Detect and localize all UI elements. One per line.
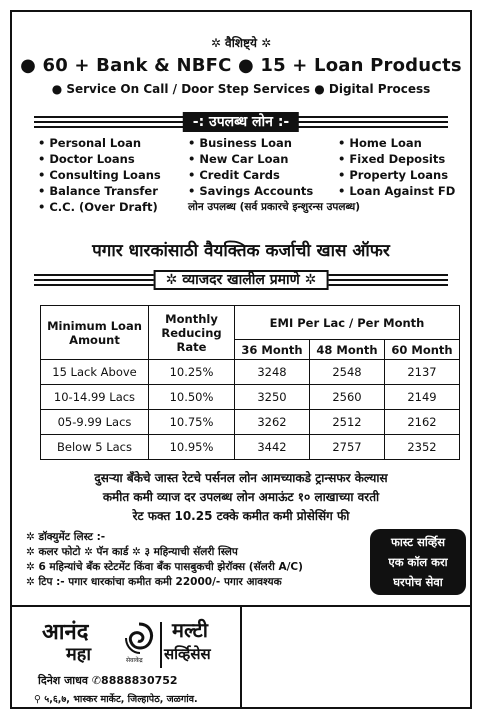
loan-row (38, 168, 468, 184)
brand-word-multi: मल्टी (172, 618, 208, 642)
loan-list (38, 136, 468, 216)
cell-amount: 15 Lack Above (41, 360, 149, 385)
swirl-logo-icon (120, 620, 158, 656)
logo-divider (160, 622, 162, 668)
table-row (41, 435, 460, 460)
loan-item: • Loan Against FD (338, 184, 456, 198)
loan-row (38, 136, 468, 152)
table-row (41, 360, 460, 385)
service-badge (370, 529, 466, 595)
col-header-rate: Monthly Reducing Rate (149, 306, 235, 360)
cell-amount: 10-14.99 Lacs (41, 385, 149, 410)
document-item: ✲ 6 महिन्यांचे बँक स्टेटमेंट किंवा बँक पासबुकची झेरॉक्स (सॅलरी A/C) (26, 561, 303, 573)
loan-item: • Balance Transfer (38, 184, 158, 198)
brand-tagline: सेवाकेंद्र (126, 657, 143, 664)
emi-table (40, 305, 460, 460)
rates-heading: ✲ व्याजदर खालील प्रमाणे ✲ (154, 270, 329, 290)
service-line: एक कॉल करा (388, 555, 448, 569)
cell-emi: 3262 (235, 410, 310, 435)
cell-emi: 2548 (310, 360, 385, 385)
balance-transfer-note (24, 469, 458, 526)
brand-word-maha: महा (66, 644, 91, 665)
loan-row (38, 200, 468, 216)
cell-emi: 2149 (385, 385, 460, 410)
loan-item: • Credit Cards (188, 168, 280, 182)
transfer-line: दुसऱ्या बँकेचे जास्त रेटचे पर्सनल लोन आमच्याकडे ट्रान्सफर केल्यास (94, 471, 388, 485)
flyer (10, 10, 472, 709)
cell-emi: 2352 (385, 435, 460, 460)
loan-item: • New Car Loan (188, 152, 289, 166)
table-row (41, 410, 460, 435)
col-header-amount: Minimum Loan Amount (41, 306, 149, 360)
loan-item-cc: • C.C. (Over Draft) (38, 200, 158, 214)
loan-row (38, 184, 468, 200)
loan-item: • Fixed Deposits (338, 152, 446, 166)
document-tip: ✲ टिप :- पगार धारकांचा कमीत कमी 22000/- पगार आवश्यक (26, 576, 282, 588)
loan-item: • Doctor Loans (38, 152, 135, 166)
cell-emi: 2757 (310, 435, 385, 460)
brand-word-anand: आनंद (42, 620, 89, 645)
cell-emi: 2137 (385, 360, 460, 385)
offer-headline: पगार धारकांसाठी वैयक्तिक कर्जाची खास ऑफर (92, 241, 390, 261)
document-item: ✲ कलर फोटो ✲ पॅन कार्ड ✲ ३ महिन्याची सॅलरी स्लिप (26, 546, 238, 558)
cell-rate: 10.75% (149, 410, 235, 435)
cell-amount: Below 5 Lacs (41, 435, 149, 460)
cell-emi: 3248 (235, 360, 310, 385)
rates-heading-band (34, 270, 448, 290)
contact-phone: दिनेश जाधव ✆8888830752 (38, 674, 178, 687)
document-list (26, 530, 303, 590)
loan-row (38, 152, 468, 168)
cell-rate: 10.95% (149, 435, 235, 460)
document-list-title: ✲ डॉक्युमेंट लिस्ट :- (26, 531, 106, 543)
transfer-line: कमीत कमी व्याज दर उपलब्ध लोन अमाऊंट १० लाखाच्या वरती (102, 490, 380, 504)
loans-heading-band (34, 112, 448, 132)
brand-logo (42, 616, 232, 671)
loan-item: • Home Loan (338, 136, 422, 150)
cell-emi: 2162 (385, 410, 460, 435)
features-line-1: ● 60 + Bank & NBFC ● 15 + Loan Products (20, 55, 462, 76)
loan-item: • Property Loans (338, 168, 449, 182)
cell-rate: 10.50% (149, 385, 235, 410)
loan-item: • Personal Loan (38, 136, 142, 150)
cell-emi: 2560 (310, 385, 385, 410)
loan-item: • Business Loan (188, 136, 292, 150)
service-line: फास्ट सर्व्हिस (390, 535, 446, 549)
loan-item: • Savings Accounts (188, 184, 314, 198)
divider (240, 607, 242, 709)
cell-emi: 2512 (310, 410, 385, 435)
cell-amount: 05-9.99 Lacs (41, 410, 149, 435)
loans-heading: -: उपलब्ध लोन :- (183, 112, 299, 132)
features-line-2: ● Service On Call / Door Step Services ● Digital Process (51, 82, 431, 96)
insurance-note: लोन उपलब्ध (सर्व प्रकारचे इन्शुरन्स उपलब्ध) (188, 201, 360, 213)
features-title: ✲ वैशिष्ट्ये ✲ (210, 36, 272, 50)
loan-item: • Consulting Loans (38, 168, 161, 182)
col-header-emi: EMI Per Lac / Per Month (235, 306, 460, 340)
col-header-month: 36 Month (235, 340, 310, 360)
service-line: घरपोच सेवा (393, 575, 443, 589)
brand-word-services: सर्व्हिसेस (164, 645, 211, 663)
table-row (41, 385, 460, 410)
address: ⚲ ५,६,७, भास्कर मार्केट, जिल्हापेठ, जळगांव. (34, 694, 198, 705)
col-header-month: 48 Month (310, 340, 385, 360)
cell-emi: 3250 (235, 385, 310, 410)
cell-rate: 10.25% (149, 360, 235, 385)
cell-emi: 3442 (235, 435, 310, 460)
transfer-line: रेट फक्त 10.25 टक्के कमीत कमी प्रोसेसिंग फी (132, 509, 350, 523)
col-header-month: 60 Month (385, 340, 460, 360)
